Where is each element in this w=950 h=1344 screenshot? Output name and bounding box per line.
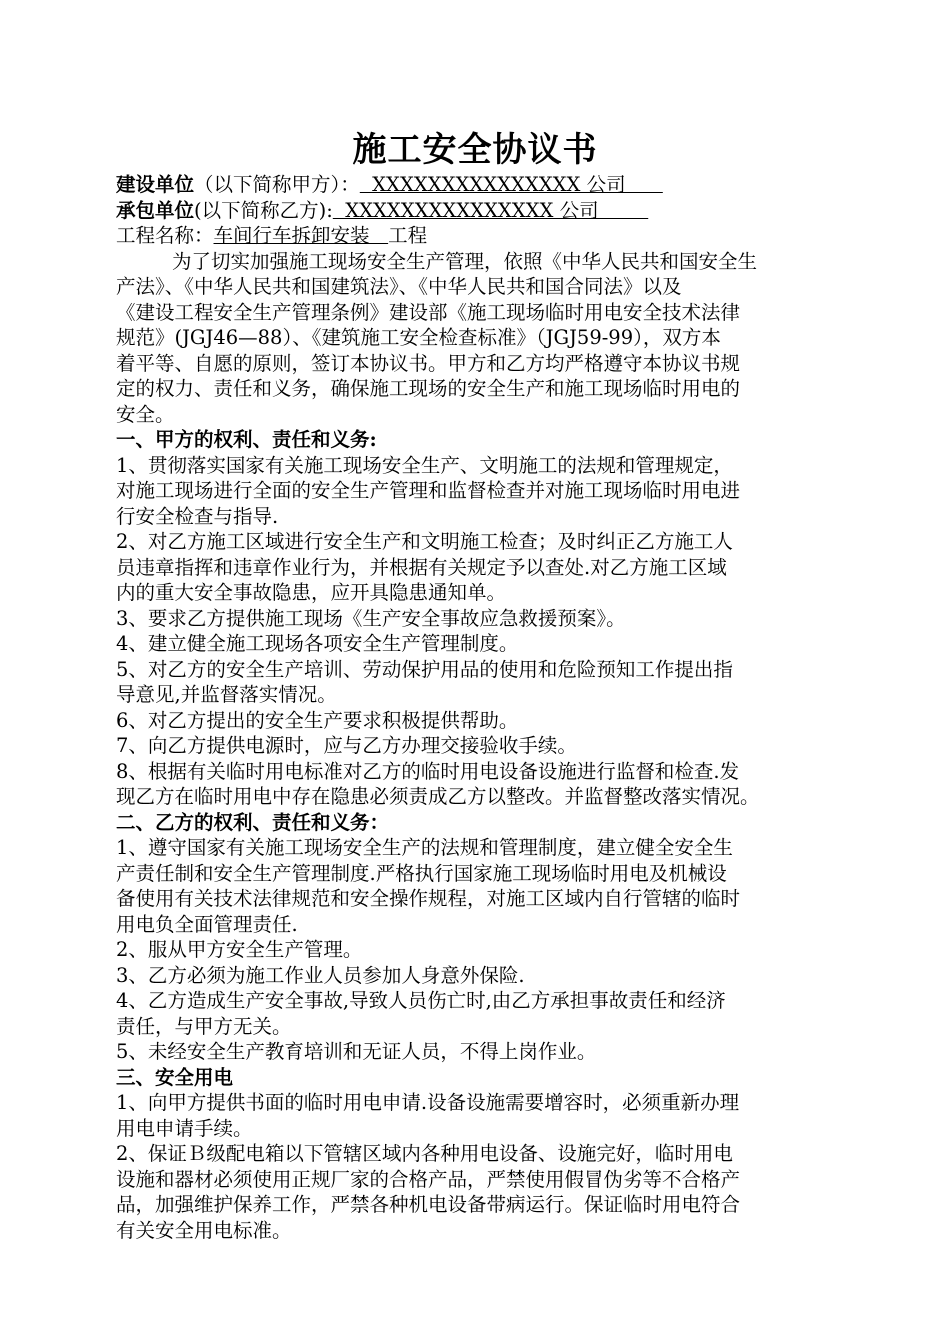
paragraph-line: 3、乙方必须为施工作业人员参加人身意外保险. — [116, 963, 525, 987]
document-title: 施工安全协议书 — [352, 130, 598, 170]
paragraph-line: 对施工现场进行全面的安全生产管理和监督检查并对施工现场临时用电进 — [116, 479, 741, 502]
section-1-list — [116, 453, 838, 810]
paragraph-line: 产责任制和安全生产管理制度.严格执行国家施工现场临时用电及机械设 — [116, 861, 727, 885]
paragraph-line: 产法》、《中华人民共和国建筑法》、《中华人民共和国合同法》以及 — [116, 275, 682, 298]
paragraph-line: 3、要求乙方提供施工现场《生产安全事故应急救援预案》。 — [116, 606, 626, 630]
paragraph-line: 行安全检查与指导. — [116, 504, 279, 528]
paragraph-line: 品，加强维护保养工作，严禁各种机电设备带病运行。保证临时用电符合 — [116, 1193, 741, 1216]
paragraph-line: 4、建立健全施工现场各项安全生产管理制度。 — [116, 632, 519, 655]
project-label: 工程名称： — [116, 224, 214, 247]
project-line — [116, 223, 838, 249]
paragraph-line: 2、对乙方施工区域进行安全生产和文明施工检查；及时纠正乙方施工人 — [116, 530, 733, 553]
paragraph-line: 备使用有关技术法律规范和安全操作规程，对施工区域内自行管辖的临时 — [116, 887, 741, 910]
paragraph-line: 着平等、自愿的原则，签订本协议书。甲方和乙方均严格遵守本协议书规 — [116, 351, 741, 375]
party-a-label: 建设单位 — [116, 173, 195, 196]
paragraph-line: 1、贯彻落实国家有关施工现场安全生产、文明施工的法规和管理规定， — [116, 453, 733, 477]
party-a-note: （以下简称甲方）： — [194, 173, 360, 196]
paragraph-line: 1、向甲方提供书面的临时用电申请.设备设施需要增容时，必须重新办理 — [116, 1091, 740, 1114]
paragraph-line: 设施和器材必须使用正规厂家的合格产品，严禁使用假冒伪劣等不合格产 — [116, 1167, 741, 1191]
paragraph-line: 规范》(JGJ46—88）、《建筑施工安全检查标准》（JGJ59-99），双方本 — [116, 326, 721, 349]
project-value: 车间行车拆卸安装 — [213, 224, 389, 247]
paragraph-line: 责任，与甲方无关。 — [116, 1014, 292, 1038]
party-a-line — [116, 172, 838, 198]
paragraph-line: 6、对乙方提出的安全生产要求积极提供帮助。 — [116, 708, 519, 732]
paragraph-line: 现乙方在临时用电中存在隐患必须责成乙方以整改。并监督整改落实情况。 — [116, 785, 760, 808]
section-heading: 三、安全用电 — [116, 1065, 234, 1089]
paragraph-line: 用电申请手续。 — [116, 1116, 253, 1140]
paragraph-line: 4、乙方造成生产安全事故,导致人员伤亡时,由乙方承担事故责任和经济 — [116, 989, 726, 1012]
paragraph-line: 2、保证Ｂ级配电箱以下管辖区域内各种用电设备、设施完好，临时用电 — [116, 1142, 733, 1165]
intro-paragraph — [116, 249, 838, 428]
paragraph-line: 8、根据有关临时用电标准对乙方的临时用电设备设施进行监督和检查.发 — [116, 759, 740, 783]
paragraph-line: 1、遵守国家有关施工现场安全生产的法规和管理制度，建立健全安全生 — [116, 836, 733, 859]
paragraph-line: 5、对乙方的安全生产培训、劳动保护用品的使用和危险预知工作提出指 — [116, 657, 733, 681]
section-2-list — [116, 835, 838, 1065]
party-b-note: (以下简称乙方): — [194, 198, 333, 222]
paragraph-line: 有关安全用电标准。 — [116, 1218, 292, 1242]
party-b-line — [116, 198, 838, 224]
paragraph-line: 员违章指挥和违章作业行为，并根据有关规定予以查处.对乙方施工区域 — [116, 555, 727, 579]
paragraph-line: 《建设工程安全生产管理条例》建设部《施工现场临时用电安全技术法律 — [116, 300, 741, 324]
paragraph-line: 为了切实加强施工现场安全生产管理，依照《中华人民共和国安全生 — [172, 249, 758, 273]
paragraph-line: 7、向乙方提供电源时，应与乙方办理交接验收手续。 — [116, 734, 577, 757]
party-b-label: 承包单位 — [116, 198, 195, 222]
paragraph-line: 2、服从甲方安全生产管理。 — [116, 938, 363, 961]
paragraph-line: 定的权力、责任和义务，确保施工现场的安全生产和施工现场临时用电的 — [116, 377, 741, 400]
project-suffix: 工程 — [388, 224, 428, 247]
document-body — [116, 172, 838, 1243]
paragraph-line: 导意见,并监督落实情况。 — [116, 683, 337, 706]
paragraph-line: 内的重大安全事故隐患，应开具隐患通知单。 — [116, 581, 507, 604]
paragraph-line: 用电负全面管理责任. — [116, 912, 298, 936]
section-heading: 一、甲方的权利、责任和义务: — [116, 428, 377, 451]
paragraph-line: 安全。 — [116, 402, 175, 426]
section-3-list — [116, 1090, 838, 1243]
paragraph-line: 5、未经安全生产教育培训和无证人员，不得上岗作业。 — [116, 1040, 597, 1063]
party-b-value: XXXXXXXXXXXXXXX 公司 — [332, 198, 649, 222]
section-heading: 二、乙方的权利、责任和义务： — [116, 810, 390, 834]
party-a-value: XXXXXXXXXXXXXXX 公司 — [359, 173, 663, 196]
